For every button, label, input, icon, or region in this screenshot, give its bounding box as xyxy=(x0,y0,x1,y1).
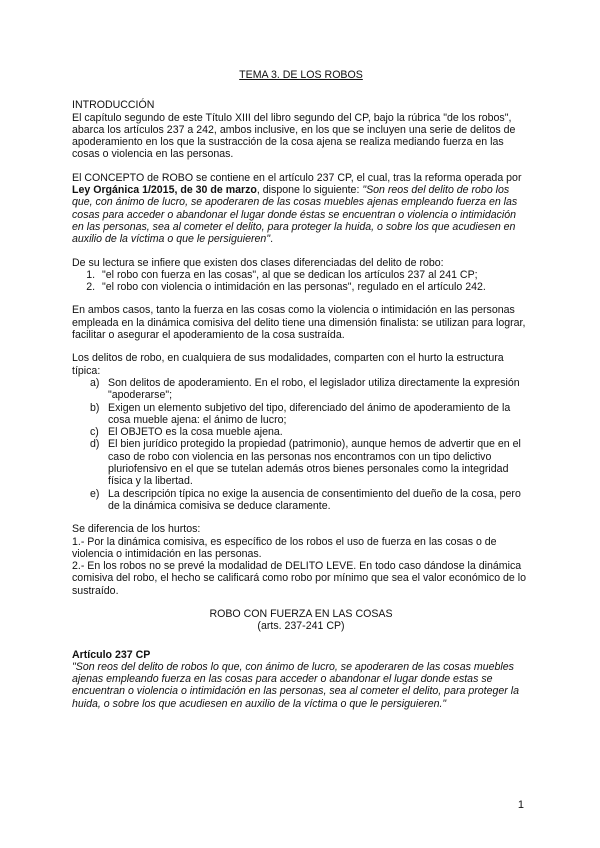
list-item: 1. "el robo con fuerza en las cosas", al que se dedican los artículos 237 al 241 CP; xyxy=(98,269,530,281)
list-item xyxy=(90,426,530,439)
structure-list xyxy=(72,377,530,512)
diff-point-1: 1.- Por la dinámica comisiva, es específico de los robos el uso de fuerza en las cosas o de violencia o intimidación en las personas. xyxy=(72,535,497,560)
concept-quote: "Son reos del delito de robo los que, con ánimo de lucro, se apoderaren de las cosas muebles ajenas empleando fuerza en las cosas para acceder o abandonar el lugar donde éstas se encuentran o violencia o intimidación en las personas, sea al cometer el delito, para proteger la huida, o sobre los que acudiesen en auxilio de la víctima o que le persiguieren" xyxy=(72,184,518,246)
concept-mid: , dispone lo siguiente: xyxy=(256,184,363,197)
intro-paragraph: El capítulo segundo de este Título XIII del libro segundo del CP, bajo la rúbrica "de los robos", abarca los artículos 237 a 242, ambos inclusive, en los que se incluyen una serie de delitos de apoderamiento en los que la sustracción de la cosa ajena se realiza mediando fuerza en las cosas o violencia en las personas. xyxy=(72,111,516,161)
section-subtitle: (arts. 237-241 CP) xyxy=(257,620,345,633)
document-page xyxy=(72,69,530,710)
page-title: TEMA 3. DE LOS ROBOS xyxy=(239,69,363,81)
diff-heading: Se diferencia de los hurtos: xyxy=(72,523,201,536)
list-item: 2. "el robo con violencia o intimidación en las personas", regulado en el artículo 242. xyxy=(98,281,530,293)
structure-intro: Los delitos de robo, en cualquiera de sus modalidades, comparten con el hurto la estructura típica: xyxy=(72,352,504,377)
list-marker: b) xyxy=(90,401,100,414)
list-text: Exigen un elemento subjetivo del tipo, diferenciado del ánimo de apoderamiento de la cosa mueble ajena: el ánimo de lucro; xyxy=(108,401,511,426)
concept-paragraph xyxy=(72,172,530,246)
list-text: La descripción típica no exige la ausencia de consentimiento del dueño de la cosa, pero de la dinámica comisiva se deduce claramente. xyxy=(108,487,521,512)
article-heading: Artículo 237 CP xyxy=(72,648,151,661)
both-paragraph: En ambos casos, tanto la fuerza en las cosas como la violencia o intimidación en las personas empleada en la dinámica comisiva del delito tiene una dimensión finalista: se utilizan para lograr, facilitar o asegurar el apoderamiento de la cosa sustraída. xyxy=(72,304,526,342)
list-text: El OBJETO es la cosa mueble ajena. xyxy=(108,426,283,439)
law-reference: Ley Orgánica 1/2015, de 30 de marzo xyxy=(72,184,257,197)
concept-pre: El CONCEPTO de ROBO se contiene en el artículo 237 CP, el cual, tras la reforma operada por xyxy=(72,171,522,184)
list-marker: e) xyxy=(90,487,100,500)
classes-intro: De su lectura se infiere que existen dos clases diferenciadas del delito de robo: xyxy=(72,256,444,269)
list-text: El bien jurídico protegido la propiedad (patrimonio), aunque hemos de advertir que en el caso de robo con violencia en las personas nos encontramos con un tipo delictivo pluriofensivo en el que se tutelan además otros bienes personales como la integridad física y la libertad. xyxy=(108,438,521,488)
article-text: "Son reos del delito de robos lo que, con ánimo de lucro, se apoderaren de las cosas muebles ajenas empleando fuerza en las cosas para acceder o abandonar el lugar donde estas se encuentran o violencia o intimidación en las personas, sea al cometer el delito, para proteger la huida, o sobre los que acudiesen en auxilio de la víctima o que le persiguieren." xyxy=(72,660,519,710)
list-text: Son delitos de apoderamiento. En el robo, el legislador utiliza directamente la expresión "apoderarse"; xyxy=(108,376,520,402)
page-number: 1 xyxy=(517,799,524,811)
list-marker: a) xyxy=(90,376,100,389)
intro-heading: INTRODUCCIÓN xyxy=(72,99,155,112)
list-item xyxy=(90,376,530,402)
list-marker: d) xyxy=(90,438,100,451)
concept-end: . xyxy=(270,233,274,246)
list-item xyxy=(90,487,530,513)
classes-list xyxy=(72,269,530,294)
list-item xyxy=(90,401,530,427)
section-title: ROBO CON FUERZA EN LAS COSAS xyxy=(209,607,393,620)
list-marker: c) xyxy=(90,426,99,439)
list-item xyxy=(90,438,530,488)
diff-point-2: 2.- En los robos no se prevé la modalidad de DELITO LEVE. En todo caso dándose la dinámica comisiva del robo, el hecho se calificará como robo por mínimo que sea el valor económico de lo sustraído. xyxy=(72,560,526,597)
